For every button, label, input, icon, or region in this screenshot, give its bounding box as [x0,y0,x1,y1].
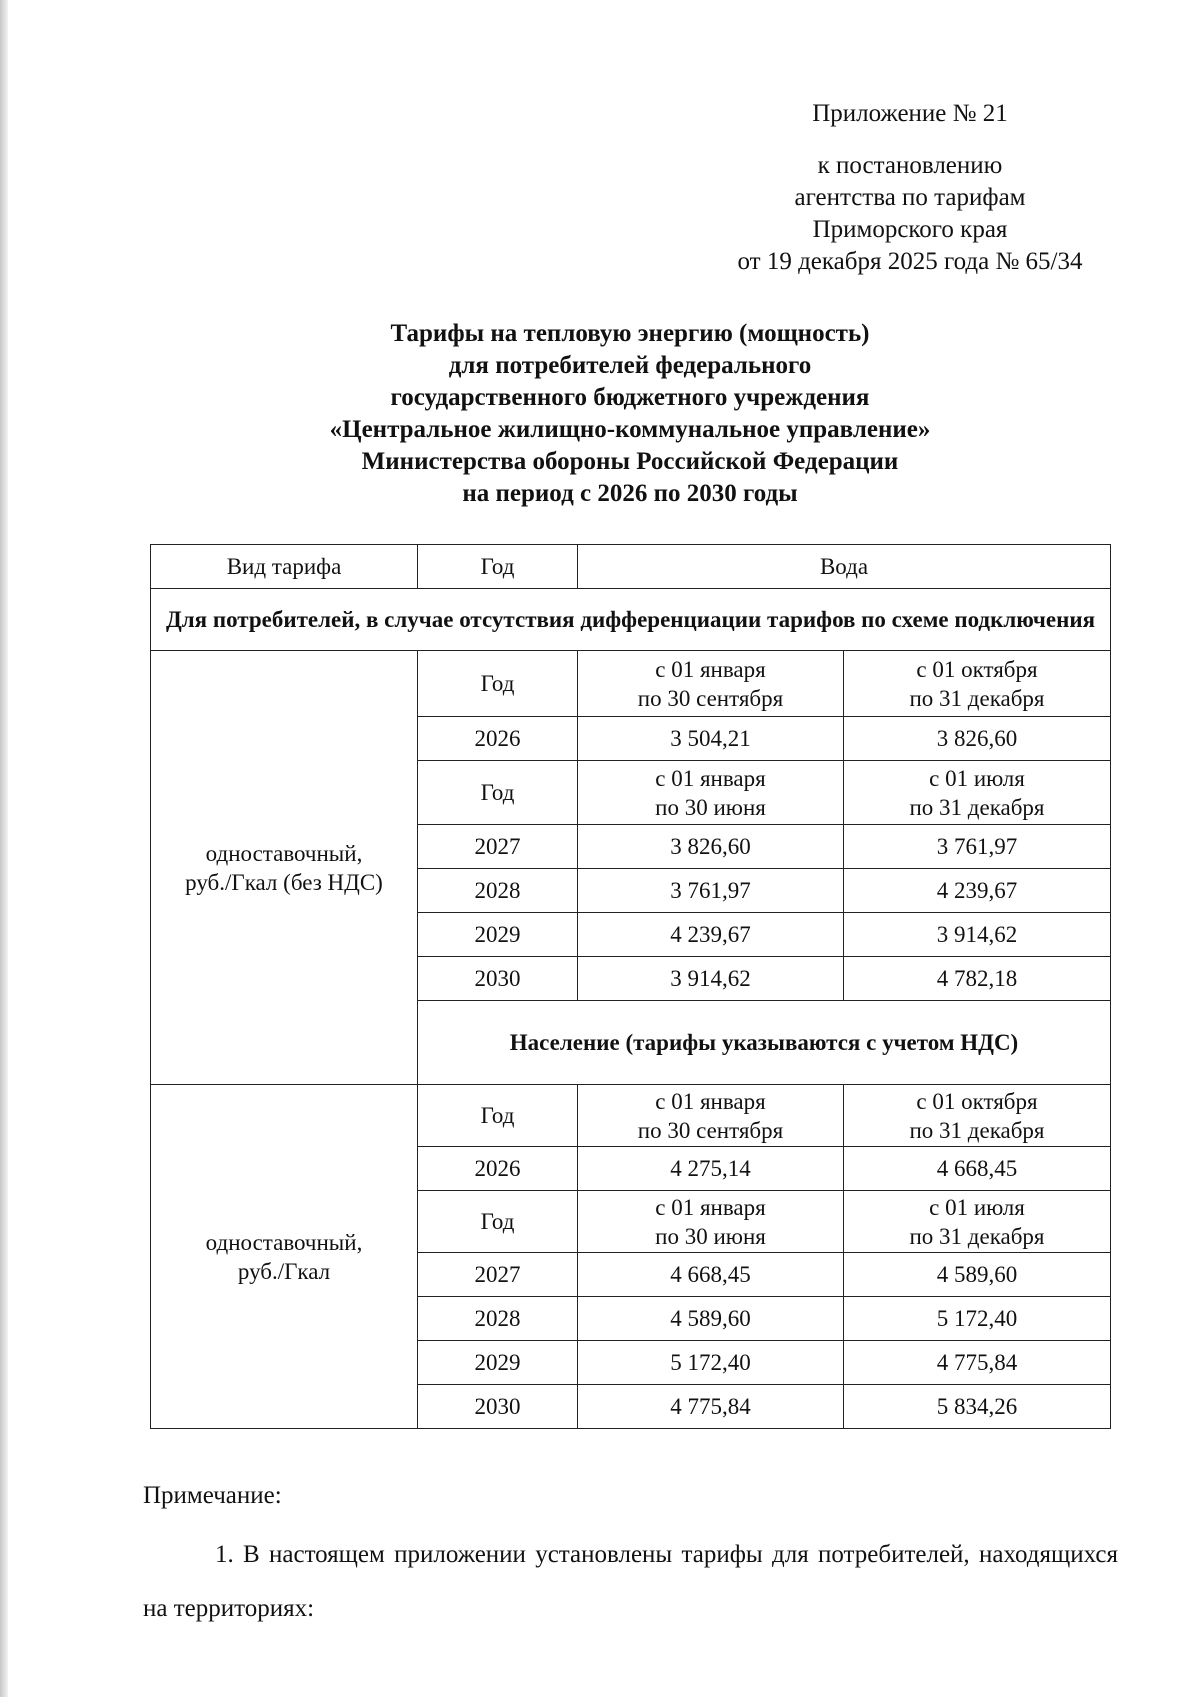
title-line: Министерства обороны Российской Федерации [361,448,899,475]
period-line: с 01 июля [929,765,1025,791]
value-cell: 4 589,60 [844,1253,1111,1297]
title-line: «Центральное жилищно-коммунальное управление» [329,416,931,443]
period-header-row [151,1085,1111,1147]
section-title: Население (тарифы указываются с учетом НДС) [418,1001,1111,1085]
year-cell: 2028 [418,1297,578,1341]
value-cell: 4 668,45 [578,1253,844,1297]
year-cell: 2030 [418,957,578,1001]
header-year: Год [418,545,578,589]
value-cell: 4 782,18 [844,957,1111,1001]
title-line: Тарифы на тепловую энергию (мощность) [390,320,870,347]
period-line: с 01 января [655,765,766,791]
appendix-ref-line: Приморского края [812,216,1008,243]
year-label: Год [418,1085,578,1147]
appendix-number: Приложение № 21 [812,100,1008,127]
tariff-label-line: руб./Гкал [237,1258,331,1284]
period-line: по 30 июня [655,794,766,820]
value-cell: 4 775,84 [844,1341,1111,1385]
value-cell: 3 504,21 [578,717,844,761]
header-water: Вода [578,545,1111,589]
value-cell: 5 172,40 [578,1341,844,1385]
period-cell [844,1085,1111,1147]
scan-edge [0,0,8,1697]
period-cell [578,1191,844,1253]
period-line: с 01 октября [916,656,1038,682]
value-cell: 4 275,14 [578,1147,844,1191]
year-cell: 2029 [418,1341,578,1385]
year-label: Год [418,651,578,717]
period-header-row [151,651,1111,717]
appendix-ref-line: от 19 декабря 2025 года № 65/34 [737,248,1083,275]
tariff-table [150,544,1111,1429]
note-title: Примечание: [143,1482,282,1509]
title-line: для потребителей федерального [448,352,812,379]
value-cell: 3 826,60 [844,717,1111,761]
document-title [140,318,1120,510]
period-line: по 31 декабря [909,1117,1045,1143]
period-cell [578,761,844,825]
period-line: по 30 сентября [637,1117,784,1143]
tariff-label-line: одноставочный, [205,840,363,866]
value-cell: 4 239,67 [578,913,844,957]
year-cell: 2028 [418,869,578,913]
period-line: по 31 декабря [909,685,1045,711]
period-line: с 01 января [655,1088,766,1114]
section-title-row [151,589,1111,651]
note-item: 1. В настоящем приложении установлены тарифы для потребителей, находящихся на территориях: [143,1541,1118,1622]
year-label: Год [418,1191,578,1253]
tariff-label-line: одноставочный, [205,1229,363,1255]
year-cell: 2026 [418,1147,578,1191]
value-cell: 3 914,62 [578,957,844,1001]
period-cell [578,651,844,717]
year-cell: 2029 [418,913,578,957]
appendix-ref-line: агентства по тарифам [794,184,1026,211]
value-cell: 4 775,84 [578,1385,844,1429]
period-line: по 31 декабря [909,794,1045,820]
table-header-row [151,545,1111,589]
year-cell: 2027 [418,825,578,869]
tariff-label-line: руб./Гкал (без НДС) [185,869,383,895]
value-cell: 4 239,67 [844,869,1111,913]
value-cell: 4 668,45 [844,1147,1111,1191]
header-tariff-type: Вид тарифа [151,545,418,589]
year-cell: 2026 [418,717,578,761]
period-cell [844,1191,1111,1253]
value-cell: 5 172,40 [844,1297,1111,1341]
period-line: с 01 июля [929,1194,1025,1220]
value-cell: 3 914,62 [844,913,1111,957]
appendix-reference [700,150,1120,278]
period-cell [844,651,1111,717]
period-cell [578,1085,844,1147]
year-cell: 2030 [418,1385,578,1429]
period-line: с 01 января [655,1194,766,1220]
period-line: с 01 октября [916,1088,1038,1114]
period-line: по 30 июня [655,1223,766,1249]
tariff-label-cell [151,651,418,1085]
tariff-label-cell [151,1085,418,1429]
title-line: государственного бюджетного учреждения [390,384,870,411]
period-line: по 31 декабря [909,1223,1045,1249]
title-line: на период с 2026 по 2030 годы [462,480,798,507]
year-label: Год [418,761,578,825]
period-cell [844,761,1111,825]
value-cell: 5 834,26 [844,1385,1111,1429]
value-cell: 3 761,97 [844,825,1111,869]
value-cell: 3 826,60 [578,825,844,869]
appendix-ref-line: к постановлению [817,152,1003,179]
section-title: Для потребителей, в случае отсутствия дифференциации тарифов по схеме подключения [151,589,1111,651]
value-cell: 3 761,97 [578,869,844,913]
period-line: с 01 января [655,656,766,682]
value-cell: 4 589,60 [578,1297,844,1341]
year-cell: 2027 [418,1253,578,1297]
period-line: по 30 сентября [637,685,784,711]
